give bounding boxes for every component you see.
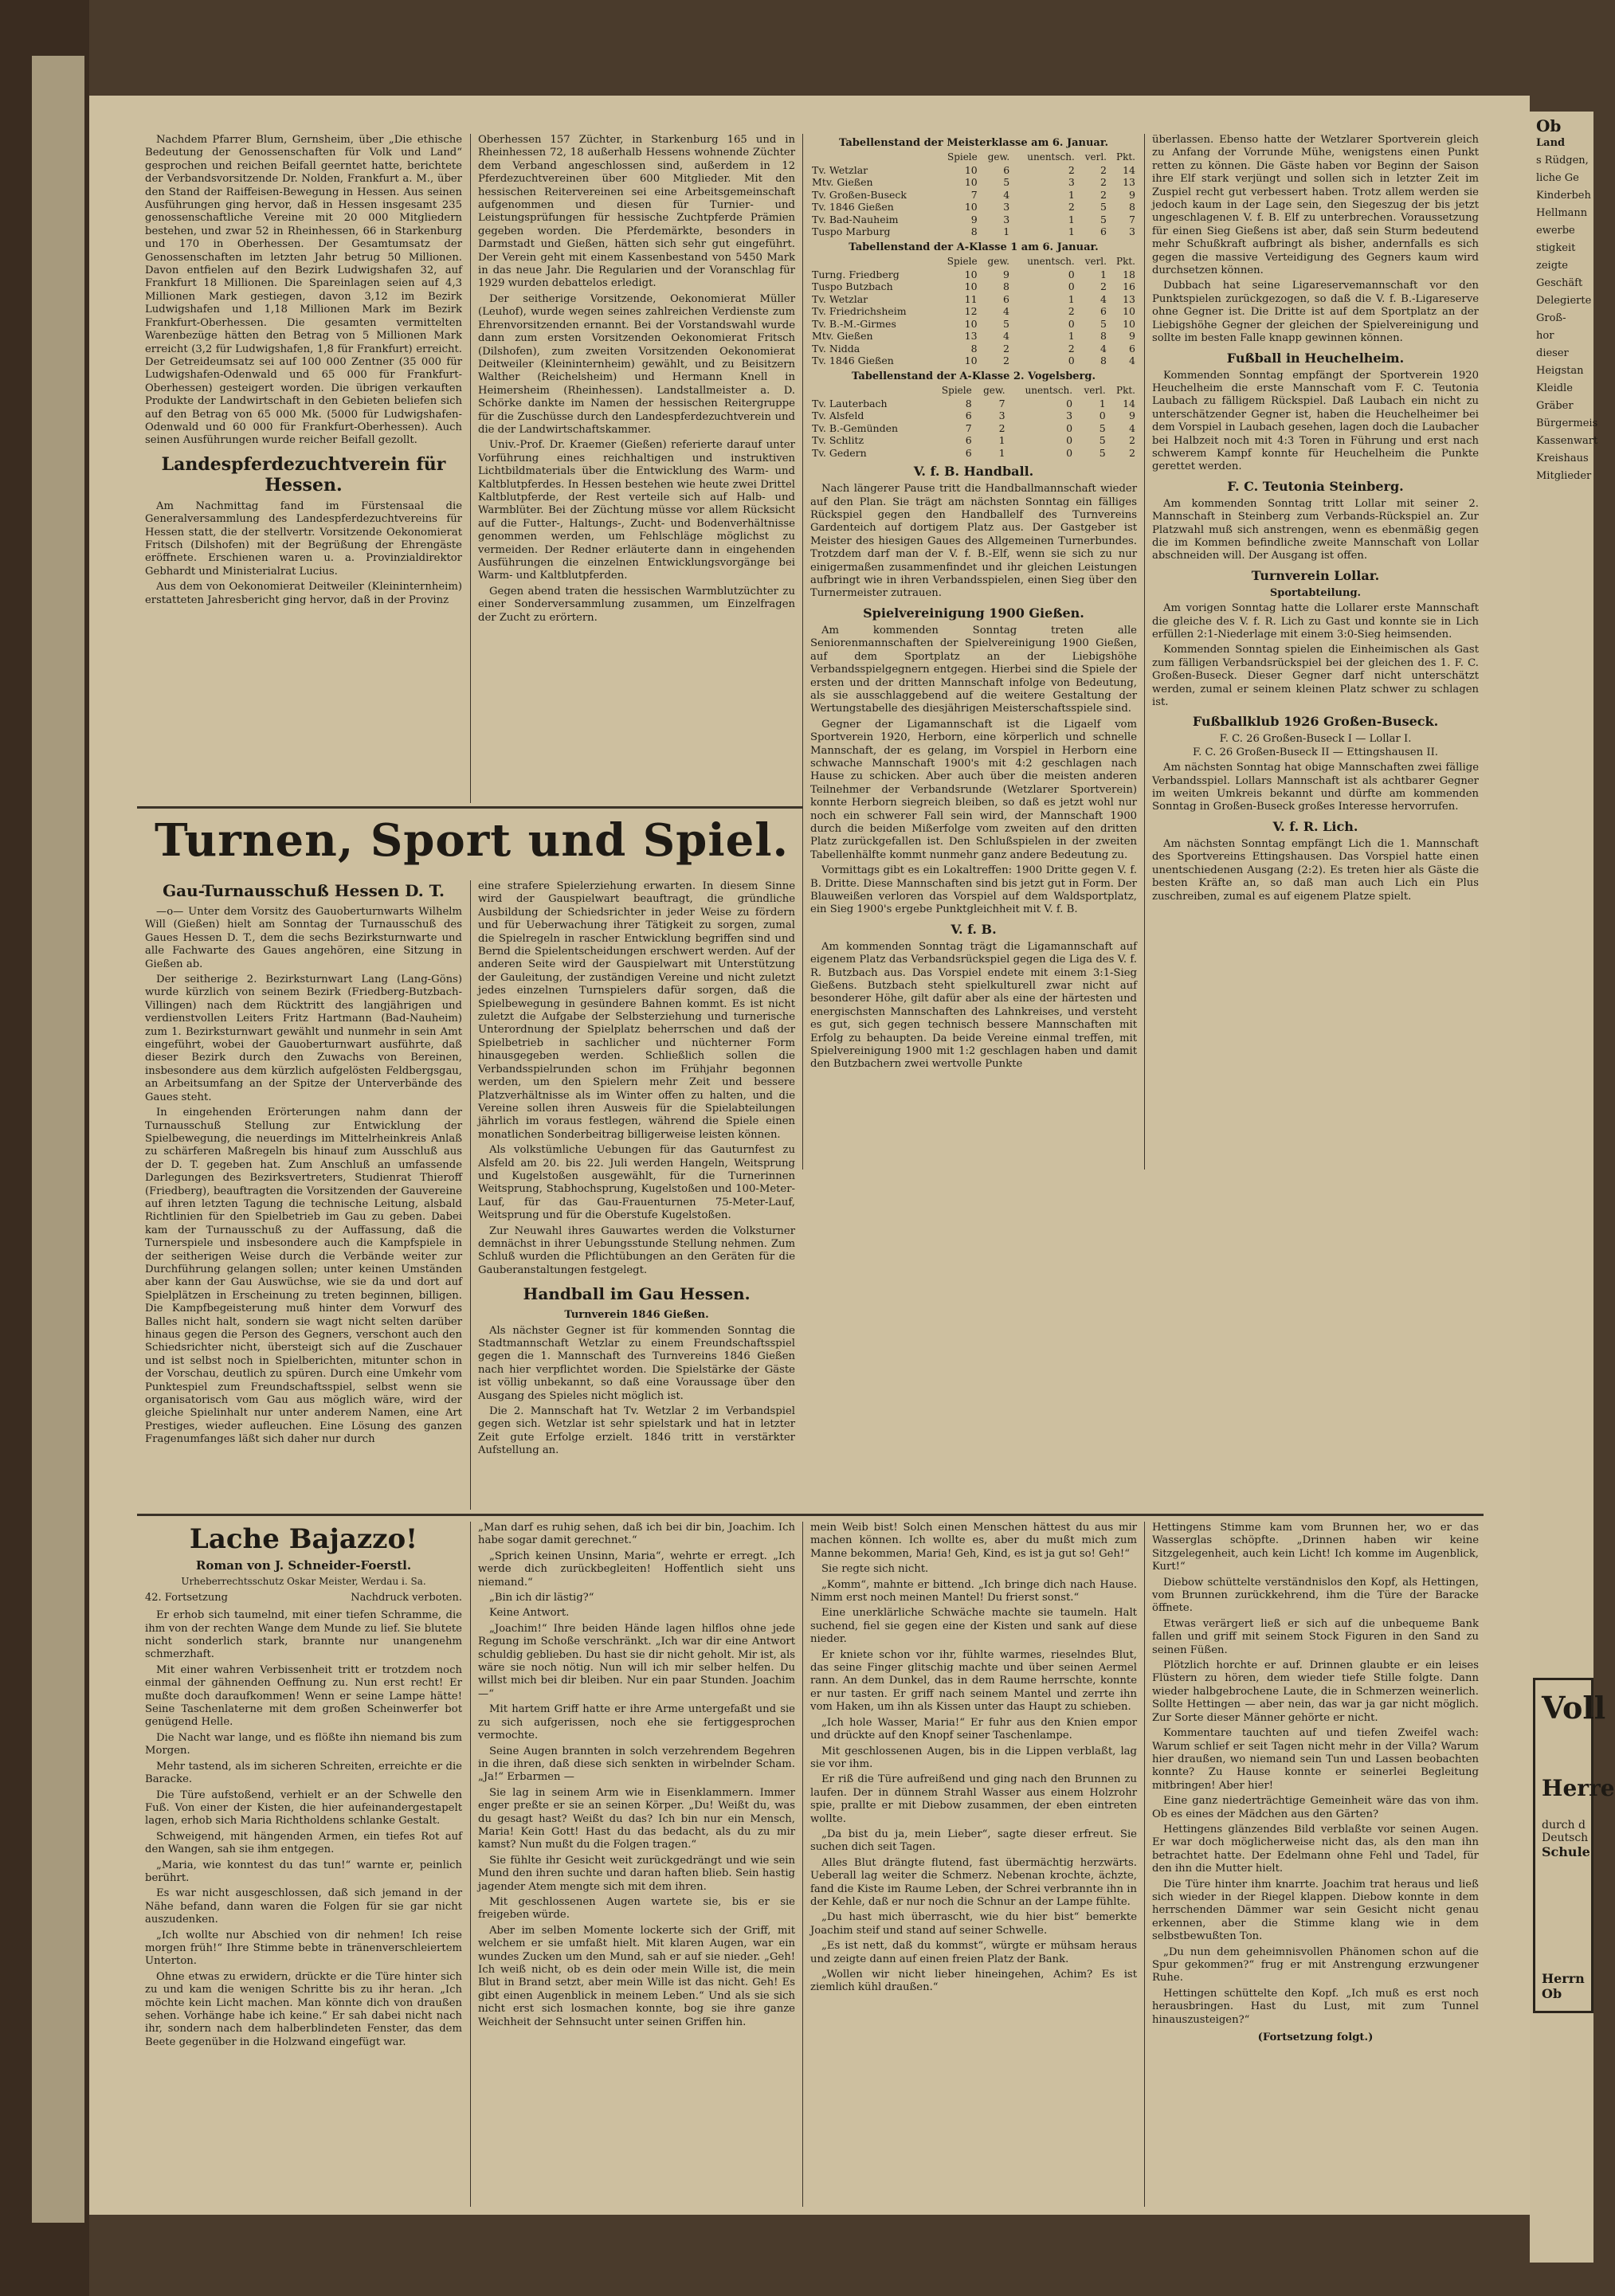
serial-author: Roman von J. Schneider-Foerstl. — [195, 1558, 412, 1573]
text-paragraph: Eine ganz niederträchtige Gemeinheit wäre das von ihm. Ob es eines der Mädchen aus den Gärten? — [1152, 1795, 1479, 1820]
table-row: Tv. Alsfeld 6 3 3 0 9 — [812, 409, 1135, 422]
serial-column-4 — [1152, 1522, 1479, 2207]
standings-table-a-klasse-1 — [810, 256, 1137, 367]
column-divider — [802, 1522, 803, 2207]
edge-text: Heigstan — [1536, 365, 1584, 377]
text-paragraph: Kommenden Sonntag empfängt der Sportverein 1920 Heuchelheim die erste Mannschaft vom F. C. Teutonia Laubach zu fälligem Rückspiel. Daß Laubach ein nicht zu unterschätzender Gegner ist, haben die Heuchelheimer bei dem Vorspiel in Laubach gesehen, lagen doch die Laubacher bei Halbzeit noch mit 4:3 Toren in Führung und erst nach schwerem Kampf konnte für Heuchelheim die Punkte gerettet werden. — [1152, 369, 1479, 473]
sport-column-2 — [478, 880, 795, 1510]
sport-banner: Turnen, Sport und Spiel. — [155, 814, 789, 867]
column-divider — [1144, 1522, 1145, 2207]
serial-column-2 — [478, 1522, 795, 2207]
heading-fussballklub-grossen-buseck: Fußballklub 1926 Großen-Buseck. — [1192, 714, 1439, 730]
column-divider — [802, 134, 803, 1170]
text-paragraph: mein Weib bist! Solch einen Menschen hättest du aus mir machen können. Ich wollte es, aber du mußt mich zum Manne bekommen, Maria! Geh, Kind, es ist ja gut so! Geh!“ — [810, 1522, 1137, 1560]
text-paragraph: „Sprich keinen Unsinn, Maria“, wehrte er erregt. „Ich werde dich zurückbegleiten! Hoffentlich sieht uns niemand.“ — [478, 1550, 795, 1589]
heading-turnverein-lollar: Turnverein Lollar. — [1251, 567, 1380, 583]
edge-text: Kleidle — [1536, 382, 1573, 394]
text-paragraph: Der seitherige Vorsitzende, Oekonomierat Müller (Leuhof), wurde wegen seines zahlreichen Verdienste zum Ehrenvorsitzenden ernannt. Bei der Vorstandswahl wurde dann zum ersten Vorsitzenden Oekonomierat Fritsch (Dilshofen), zum zweiten Vorsitzenden Oekonomierat Deitweiler (Kleininternheim) gewählt, und zu Beisitzern Walther (Reichelsheim) und Hermann Knell in Heimersheim (Rheinhessen). Landstallmeister a. D. Schörke dankte im Namen der hessischen Reitergruppe für die Zuschüsse durch den Landespferdezuchtverein und die der Landwirtschaftskammer. — [478, 292, 795, 436]
serial-column-3 — [810, 1522, 1137, 2207]
text-paragraph: Die Nacht war lange, und es flößte ihn niemand bis zum Morgen. — [145, 1731, 462, 1757]
table-row: Tv. Bad-Nauheim 9 3 1 5 7 — [812, 213, 1135, 225]
table-row: Tv. B.-Gemünden 7 2 0 5 4 — [812, 421, 1135, 434]
text-paragraph: Als nächster Gegner ist für kommenden Sonntag die Stadtmannschaft Wetzlar zu einem Freundschaftsspiel gegen die 1. Mannschaft des Turnvereins 1846 Gießen nach hier verpflichtet worden. Die Spielstärke der Gäste ist völlig unbekannt, so daß eine Voraussage über den Ausgang des Spieles nicht möglich ist. — [478, 1324, 795, 1402]
table-row: Mtv. Gießen 10 5 3 2 13 — [812, 176, 1135, 189]
text-paragraph: —o— Unter dem Vorsitz des Gauoberturnwarts Wilhelm Will (Gießen) hielt am Sonntag der Turnausschuß des Gaues Hessen D. T., dem die sechs Bezirksturnwarte und alle Fachwarte des Gaues angehören, eine Sitzung in Gießen ab. — [145, 906, 462, 970]
subheading-turnverein-1846: Turnverein 1846 Gießen. — [564, 1309, 709, 1322]
text-paragraph: Mit hartem Griff hatte er ihre Arme untergefaßt und sie zu sich aufgerissen, noch ehe sie fertiggesprochen vermochte. — [478, 1703, 795, 1742]
text-paragraph: Am kommenden Sonntag treten alle Seniorenmannschaften der Spielvereinigung 1900 Gießen, auf dem Sportplatz an der Liebigshöhe Verbandsspielgegnern entgegen. Hierbei sind die Spiele der ersten und der dritten Mannschaft infolge von Bedeutung, als sie ausschlaggebend auf die weitere Gestaltung der Wertungstabelle des diesjährigen Meisterschaftsspiele sind. — [810, 624, 1137, 715]
table-title: Tabellenstand der A-Klasse 2. Vogelsberg. — [851, 370, 1096, 382]
text-paragraph: Am nächsten Sonntag empfängt Lich die 1. Mannschaft des Sportvereins Ettingshausen. Das Vorspiel hatte einen unentschiedenen Ausgang (2:2). Es treten hier als Gäste die besten Kräfte an, so daß man auch Lich ein Plus zuschreiben, zumal es auf eigenem Platze spielt. — [1152, 837, 1479, 903]
upper-column-1 — [145, 134, 462, 803]
edge-text: stigkeit — [1536, 242, 1576, 254]
text-paragraph: „Joachim!“ Ihre beiden Hände lagen hilflos ohne jede Regung im Schoße verschränkt. „Ich war dir eine Antwort schuldig geblieben. Du hast sie dir nicht geholt. Mir ist, als wäre sie noch nötig. Nun will ich mir selber helfen. Du willst mich bei dir bleiben. Nur ein paar Stunden. Joachim —“ — [478, 1622, 795, 1700]
text-paragraph: Hettingen schüttelte den Kopf. „Ich muß es erst noch herausbringen. Hast du Lust, mit zum Tunnel hinauszusteigen?“ — [1152, 1987, 1479, 2026]
text-paragraph: Diebow schüttelte verständnislos den Kopf, als Hettingen, vom Brunnen zurückkehrend, ihm die Türe der Baracke öffnete. — [1152, 1576, 1479, 1615]
text-paragraph: „Du hast mich überrascht, wie du hier bist“ bemerkte Joachim steif und stand auf seiner Schwelle. — [810, 1911, 1137, 1937]
heading-landespferdezuchtverein: Landespferdezuchtverein für Hessen. — [161, 453, 446, 496]
text-paragraph: Nach längerer Pause tritt die Handballmannschaft wieder auf den Plan. Sie trägt am nächsten Sonntag ein fälliges Rückspiel gegen den Handballelf des Turnvereins Gardenteich auf dortigem Platz aus. Der Gastgeber ist Meister des hiesigen Gaues des Allgemeinen Turnerbundes. Trotzdem darf man der V. f. B.-Elf, wenn sie sich zu nur einigermaßen zusammenfindet und ihr gleichen Leistungen aufbringt wie in ihren Verbandsspielen, einen Sieg über den Turnermeister zutrauen. — [810, 483, 1137, 600]
text-paragraph: Die Türe aufstoßend, verhielt er an der Schwelle den Fuß. Von einer der Kisten, die hier aufeinandergestapelt lagen, erhob sich Maria Richtholdens schlanke Gestalt. — [145, 1789, 462, 1828]
serial-meta — [145, 1592, 462, 1604]
text-paragraph: Er riß die Türe aufreißend und ging nach den Brunnen zu laufen. Der in dünnem Strahl Wasser aus einem Holzrohr spie, prallte er mit Diebow zusammen, der eben eintreten wollte. — [810, 1773, 1137, 1825]
text-paragraph: Am nächsten Sonntag hat obige Mannschaften zwei fällige Verbandsspiel. Lollars Mannschaft ist als achtbarer Gegner im weiten Umkreis bekannt und dürfte am kommenden Sonntag in Großen-Buseck großes Interesse hervorrufen. — [1152, 762, 1479, 813]
text-paragraph: Schweigend, mit hängenden Armen, ein tiefes Rot auf den Wangen, sah sie ihm entgegen. — [145, 1830, 462, 1856]
table-row: Tv. 1846 Gießen 10 3 2 5 8 — [812, 201, 1135, 214]
edge-text: ewerbe — [1536, 225, 1575, 237]
text-paragraph: Sie fühlte ihr Gesicht weit zurückgedrängt und wie sein Mund den ihren suchte und daran haften blieb. Sein hastig jagender Atem mengte sich mit dem ihren. — [478, 1854, 795, 1893]
table-row: Tuspo Marburg 8 1 1 6 3 — [812, 225, 1135, 238]
table-header-row: Spiele gew. unentsch. verl. Pkt. — [941, 385, 1135, 397]
text-paragraph: Eine unerklärliche Schwäche machte sie taumeln. Halt suchend, fiel sie gegen eine der Kisten und sank auf diese nieder. — [810, 1607, 1137, 1646]
table-row: Tuspo Butzbach 10 8 0 2 16 — [812, 280, 1135, 293]
binding-strip — [32, 56, 84, 2223]
text-paragraph: Mit geschlossenen Augen, bis in die Lippen verblaßt, lag sie vor ihm. — [810, 1745, 1137, 1770]
text-paragraph: „Es ist nett, daß du kommst“, würgte er mühsam heraus und zeigte dann auf einen freien Platz der Bank. — [810, 1940, 1137, 1965]
section-rule — [137, 806, 802, 809]
serial-reprint-note: Nachdruck verboten. — [351, 1591, 462, 1604]
edge-text: hor — [1536, 330, 1554, 342]
heading-teutonia-steinberg: F. C. Teutonia Steinberg. — [1227, 478, 1404, 494]
table-row: Tv. Friedrichsheim 12 4 2 6 10 — [812, 305, 1135, 318]
text-paragraph: Es war nicht ausgeschlossen, daß sich jemand in der Nähe befand, dann waren die Folgen für sie gar nicht auszudenken. — [145, 1887, 462, 1926]
ad-text: Herrn Ob — [1542, 1971, 1585, 2001]
edge-text: Groß- — [1536, 312, 1566, 324]
edge-text: Kreishaus — [1536, 453, 1589, 464]
heading-vfr-lich: V. f. R. Lich. — [1272, 818, 1358, 834]
edge-advertisement — [1533, 1678, 1615, 2013]
text-paragraph: Mit einer wahren Verbissenheit tritt er trotzdem noch einmal der gähnenden Oeffnung zu. Nun erst recht! Er mußte doch daraufkommen! Wenn er seine Lampe hätte! Seine Taschenlaterne mit dem großen Scheinwerfer bot genügend Helle. — [145, 1663, 462, 1729]
text-paragraph: Am kommenden Sonntag tritt Lollar mit seiner 2. Mannschaft in Steinberg zum Verbands-Rückspiel an. Zur Platzwahl muß sich anstrengen, wenn es ebenmäßig gegen die im Kommen befindliche zweite Mannschaft von Lollar abschneiden will. Der Ausgang ist offen. — [1152, 497, 1479, 562]
text-paragraph: Zur Neuwahl ihres Gauwartes werden die Volksturner demnächst in ihrer Uebungsstunde Stellung nehmen. Zum Schluß wurden die Pflichtübungen an den Geräten für die Gauberanstaltungen festgelegt. — [478, 1224, 795, 1276]
text-paragraph: Kommenden Sonntag spielen die Einheimischen als Gast zum fälligen Verbandsrückspiel bei der gleichen des 1. F. C. Großen-Buseck. Dieser Gegner darf nicht unterschätzt werden, zumal er seinem kleinen Platz schwer zu schlagen ist. — [1152, 644, 1479, 709]
text-paragraph: Vormittags gibt es ein Lokaltreffen: 1900 Dritte gegen V. f. B. Dritte. Diese Mannschaften sind bis jetzt gut in Form. Der Blauweißen verloren das Vorspiel auf dem Waldsportplatz, ein Sieg 1900's ergebe Punktgleichheit mit V. f. B. — [810, 864, 1137, 916]
heading-gau-turnausschuss: Gau-Turnausschuß Hessen D. T. — [163, 881, 445, 900]
heading-heuchelheim: Fußball in Heuchelheim. — [1226, 350, 1405, 366]
column-divider — [470, 134, 471, 803]
edge-text: dieser — [1536, 347, 1569, 359]
text-paragraph: Er erhob sich taumelnd, mit einer tiefen Schramme, die ihm von der rechten Wange dem Munde zu lief. Sie blutete nicht sonderlich stark, brannte nur unangenehm schmerzhaft. — [145, 1609, 462, 1661]
ad-text: Herre — [1542, 1775, 1615, 1801]
text-paragraph: „Wollen wir nicht lieber hineingehen, Achim? Es ist ziemlich kühl draußen.“ — [810, 1969, 1137, 1994]
sport-column-1 — [145, 880, 462, 1510]
upper-column-3 — [810, 134, 1137, 1170]
serial-column-1 — [145, 1522, 462, 2207]
table-row: Tv. Wetzlar 11 6 1 4 13 — [812, 292, 1135, 305]
text-paragraph: überlassen. Ebenso hatte der Wetzlarer Sportverein gleich zu Anfang der Vorrunde Mühe, wenigstens einen Punkt retten zu können. Die Gäste haben vor Beginn der Saison ihre Elf stark verjüngt und sollen sich in letzter Zeit im Zuspiel recht gut verbessert haben. Trotz allem werden sie jedoch kaum in der Lage sein, den Siegeszug der bis jetzt ungeschlagenen V. f. B. Elf zu unterbrechen. Voraussetzung für einen Sieg Gießens ist aber, daß sein Sturm bedeutend mehr Schußkraft aufbringt als bisher, andernfalls es sich gegen die massive Verteidigung des Gegners kaum wird durchsetzen können. — [1152, 134, 1479, 277]
left-dark-margin — [0, 0, 89, 2296]
table-row: Tv. Nidda 8 2 2 4 6 — [812, 342, 1135, 355]
edge-text: zeigte — [1536, 260, 1568, 272]
edge-text: Delegierte — [1536, 295, 1592, 307]
serial-installment: 42. Fortsetzung — [145, 1591, 228, 1604]
table-row: Tv. B.-M.-Girmes 10 5 0 5 10 — [812, 317, 1135, 330]
text-paragraph: Als volkstümliche Uebungen für das Gauturnfest zu Alsfeld am 20. bis 22. Juli werden Hangeln, Weitsprung und Kugelstoßen ausgewählt, für die Turnerinnen Weitsprung, Stabhochsprung, Kugelstoßen und 100-Meter-Lauf, für das Gau-Frauenturnen 75-Meter-Lauf, Weitsprung und für die Oberstufe Kugelstoßen. — [478, 1144, 795, 1222]
text-paragraph: eine strafere Spielerziehung erwarten. In diesem Sinne wird der Gauspielwart beauftragt, die gründliche Ausbildung der Schiedsrichter in jeder Weise zu fördern und für Ueberwachung ihrer Tätigkeit zu sorgen, zumal die Spielregeln in rascher Entwicklung begriffen sind und Bernd die Spielentscheidungen erschwert werden. Auf der anderen Seite wird der Gauspielwart mit Unterstützung der Gauleitung, der zuständigen Vereine und nicht zuletzt jedes einzelnen Turnspielers dafür sorgen, daß die Spielbewegung in gesündere Bahnen kommt. Es ist nicht zuletzt die Aufgabe der Selbsterziehung und turnerische Unterordnung der Spielplatz beherrschen und daß der Spielbetrieb in sachlicher und nüchterner Form hinausgegeben werden. Schließlich sollen die Verbandsspielrunden schon im Frühjahr begonnen werden, um den Spielern mehr Zeit und bessere Platzverhältnisse als im Winter offen zu halten, und die Vereine sollen ihren Ausweis für die Spielabteilungen jährlich im voraus festlegen, während die Spiele einen monatlichen Sonderbeitrag billigerweise leisten können. — [478, 880, 795, 1141]
text-paragraph: In eingehenden Erörterungen nahm dann der Turnausschuß Stellung zur Entwicklung der Spielbewegung, die neuerdings im Mittelrheinkreis Anlaß zu schärferen Maßregeln bis hinauf zum Ausschluß aus der D. T. gegeben hat. Zum Anschluß an umfassende Darlegungen des Bezirksvertreters, Studienrat Thieroff (Friedberg), beauftragten die Vorsitzenden der Gauvereine auf ihren letzten Tagung die technische Leitung, alsbald Richtlinien für den Spielbetrieb im Gau zu geben. Dabei kam der Turnausschuß zu der Auffassung, daß die Turnerspiele und insbesondere auch die Kampfspiele in der seitherigen Weise durch die Verbände weiter zur Durchführung gelangen sollen; unter keinen Umständen aber kann der Gau Auswüchse, wie sie da und dort auf Spielplätzen in Erscheinung zu treten beginnen, billigen. Die Kampfbegeisterung muß hinter dem Vorwurf des Balles nicht halt, sondern sie wagt nicht selten darüber hinaus gegen die Person des Gegners, verschont auch den Schiedsrichter nicht, übersteigt sich auf die Zuschauer und ist selbst noch in Spielberichten, mitunter schon in der Vorschau, deutlich zu spüren. Durch eine Umkehr vom Punktespiel zum Freundschaftsspiel, selbst wenn sie organisatorisch vom Gau aus möglich wäre, wird der gleiche Spielinhalt nur unter anderem Namen, eine Art Prestiges, wieder aufleuchen. Eine Lösung des ganzen Fragenumfanges läßt sich daher nur durch — [145, 1107, 462, 1446]
text-paragraph: Mehr tastend, als im sicheren Schreiten, erreichte er die Baracke. — [145, 1760, 462, 1786]
table-header-row: Spiele gew. unentsch. verl. Pkt. — [947, 256, 1135, 268]
text-paragraph: Er kniete schon vor ihr, fühlte warmes, rieselndes Blut, das seine Finger glitschig machte und über seinen Aermel rann. An dem Dunkel, das in dem Raume herrschte, konnte er nur tasten. Er griff nach seinem Mantel und zerrte ihn vom Haken, um ihn als Kissen unter das Haupt zu schieben. — [810, 1648, 1137, 1714]
ad-text: Schule — [1542, 1844, 1590, 1859]
edge-text: Gräber — [1536, 400, 1574, 412]
table-row: Turng. Friedberg 10 9 0 1 18 — [812, 268, 1135, 280]
text-paragraph: „Da bist du ja, mein Lieber“, sagte dieser erfreut. Sie suchen dich seit Tagen. — [810, 1828, 1137, 1854]
text-paragraph: Aber im selben Momente lockerte sich der Griff, mit welchem er sie umfaßt hielt. Mit klaren Augen, war ein wundes Zucken um den Mund, sah er auf sie nieder. „Geh! Ich weiß nicht, ob es dein oder mein Wille ist, die mein Blut in Brand setzt, aber mein Wille ist das nicht. Geh! Es gibt einen Augenblick in meinem Leben.“ Und als sie sich nicht erst sich losmachen konnte, bog sie ihre ganze Weichheit der Sehnsucht unter seinen Griffen hin. — [478, 1924, 795, 2028]
text-paragraph: „Man darf es ruhig sehen, daß ich bei dir bin, Joachim. Ich habe sogar damit gerechnet.“ — [478, 1522, 795, 1547]
text-paragraph: „Ich hole Wasser, Maria!“ Er fuhr aus den Knien empor und drückte auf den Knopf seiner Taschenlampe. — [810, 1716, 1137, 1742]
text-paragraph: „Komm“, mahnte er bittend. „Ich bringe dich nach Hause. Nimm erst noch meinen Mantel! Du frierst sonst.“ — [810, 1578, 1137, 1604]
newspaper-page — [89, 96, 1530, 2215]
text-paragraph: Die 2. Mannschaft hat Tv. Wetzlar 2 im Verbandspiel gegen sich. Wetzlar ist sehr spielstark und hat in letzter Zeit gute Erfolge erzielt. 1846 tritt in verstärkter Aufstellung an. — [478, 1405, 795, 1457]
column-divider — [1144, 134, 1145, 1170]
text-paragraph: Oberhessen 157 Züchter, in Starkenburg 165 und in Rheinhessen 72, 18 außerhalb Hessens wohnende Züchter dem Verband angeschlossen sind, außerdem in 12 Pferdezuchtvereinen über 600 Mitglieder. Mit den hessischen Reitervereinen sei eine Arbeitsgemeinschaft aufgenommen und diesen für Turnier- und Leistungsprüfungen für hessische Zuchtpferde Prämien gegeben worden. Die Pferdemärkte, besonders in Darmstadt und Gießen, hätten sich sehr gut eingeführt. Der Verein geht mit einem Kassenbestand von 5450 Mark in das neue Jahr. Die Regularien und der Voranschlag für 1929 wurden debattelos erledigt. — [478, 134, 795, 290]
table-header-row: Spiele gew. unentsch. verl. Pkt. — [947, 151, 1135, 163]
table-title: Tabellenstand der Meisterklasse am 6. Januar. — [838, 137, 1109, 149]
subheading-sportabteilung: Sportabteilung. — [1269, 586, 1362, 599]
ad-text: Deutsch — [1542, 1832, 1589, 1844]
column-divider — [470, 880, 471, 1510]
text-paragraph: Plötzlich horchte er auf. Drinnen glaubte er ein leises Flüstern zu hören, dem wieder tiefe Stille folgte. Dann wieder halbgebrochene Laute, die in Schmerzen weinerlich. Sollte Hettingen — aber nein, das war ja gar nicht möglich. Zur Sorte dieser Männer gehörte er nicht. — [1152, 1659, 1479, 1724]
text-paragraph: Sie lag in seinem Arm wie in Eisenklammern. Immer enger preßte er sie an seinen Körper. „Du! Weißt du, was du gesagt hast? Weißt du das? Ich bin nur ein Mensch, Maria! Kein Gott! Hast du das bedacht, als du zu mir kamst? Nun mußt du die Folgen tragen.“ — [478, 1786, 795, 1851]
edge-text: Land — [1536, 137, 1566, 149]
heading-handball-im-gau: Handball im Gau Hessen. — [523, 1284, 751, 1304]
ad-text: durch d — [1542, 1819, 1586, 1832]
table-row: Tv. Großen-Buseck 7 4 1 2 9 — [812, 188, 1135, 201]
upper-column-4 — [1152, 134, 1479, 1170]
text-paragraph: „Du nun dem geheimnisvollen Phänomen schon auf die Spur gekommen?“ frug er mit Anstrengung erzwungener Ruhe. — [1152, 1945, 1479, 1985]
text-paragraph: Hettingens Stimme kam vom Brunnen her, wo er das Wasserglas schöpfte. „Drinnen haben wir keine Sitzgelegenheit, auch kein Licht! Ich komme im Augenblick, Kurt!“ — [1152, 1522, 1479, 1573]
table-row: Tv. Lauterbach 8 7 0 1 14 — [812, 397, 1135, 409]
text-paragraph: Gegen abend traten die hessischen Warmblutzüchter zu einer Sonderversammlung zusammen, um Einzelfragen der Zucht zu erörtern. — [478, 585, 795, 624]
serial-copyright: Urheberrechtsschutz Oskar Meister, Werdau i. Sa. — [181, 1576, 426, 1588]
text-paragraph: Die Türe hinter ihm knarrte. Joachim trat heraus und ließ sich wieder in der Riegel klappen. Diebow konnte in dem herrschenden Dämmer war sein Gesicht nicht genau erkennen, aber die Stimme klang wie in dem selbstbewußten Ton. — [1152, 1878, 1479, 1943]
text-paragraph: Aus dem von Oekonomierat Deitweiler (Kleininternheim) erstatteten Jahresbericht ging hervor, daß in der Provinz — [145, 581, 462, 606]
table-row: Mtv. Gießen 13 4 1 8 9 — [812, 330, 1135, 343]
column-divider — [470, 1522, 471, 2207]
text-paragraph: Gegner der Ligamannschaft ist die Ligaelf vom Sportverein 1920, Herborn, eine körperlich und schnelle Mannschaft, der es gelang, im Vorspiel in Herborn eine schwache Mannschaft 1900's mit 4:2 geschlagen nach Hause zu schicken. Aber auch über die meisten anderen Teilnehmer der Verbandsrunde (Wetzlarer Sportverein) konnte Herborn siegreich bleiben, so daß es jetzt wohl nur noch ein schwerer Fall sein wird, der Mannschaft 1900 durch die beiden Mißerfolge vom zweiten auf den dritten Platz zurückgefallen ist. Den Schlußspielen in der zweiten Tabellenhälfte kommt nunmehr ganz andere Bedeutung zu. — [810, 718, 1137, 861]
serial-continued: (Fortsetzung folgt.) — [1257, 2032, 1374, 2044]
text-paragraph: Hettingens glänzendes Bild verblaßte vor seinen Augen. Er war doch möglicherweise nicht das, als den man ihn betrachtet hatte. Der Edelmann ohne Fehl und Tadel, für den ihn die Mutter hielt. — [1152, 1823, 1479, 1875]
edge-text: Mitglieder — [1536, 470, 1592, 482]
text-paragraph: Kommentare tauchten auf und tiefen Zweifel wach: Warum schlief er seit Tagen nicht mehr in der Villa? Warum hier draußen, wo niemand sein Tun und Lassen beobachten konnte? Zu Hause konnte er seinerlei Begleitung mitbringen! Aber hier! — [1152, 1727, 1479, 1792]
heading-spielvereinigung: Spielvereinigung 1900 Gießen. — [863, 605, 1084, 621]
text-paragraph: Am kommenden Sonntag trägt die Ligamannschaft auf eigenem Platz das Verbandsrückspiel gegen die Liga des V. f. R. Butzbach aus. Das Vorspiel endete mit einem 3:1-Sieg Gießens. Butzbach steht spielkulturell zwar nicht auf besonderer Höhe, gilt dafür aber als eine der härtesten und energischsten Mannschaften des Lahnkreises, und versteht es gut, sich gegen technisch bessere Mannschaften mit Erfolg zu behaupten. Da beide Vereine einmal treffen, mit Spielvereinigung 1900 mit 1:2 geschlagen haben und damit den Butzbachern zwei wertvolle Punkte — [810, 940, 1137, 1071]
heading-vfb-handball: V. f. B. Handball. — [913, 464, 1034, 480]
table-row: Tv. 1846 Gießen 10 2 0 8 4 — [812, 355, 1135, 367]
table-row: Tv. Wetzlar 10 6 2 2 14 — [812, 163, 1135, 176]
ad-text: Voll — [1542, 1690, 1606, 1726]
standings-table-meisterklasse — [810, 151, 1137, 238]
text-paragraph: Ohne etwas zu erwidern, drückte er die Türe hinter sich zu und kam die wenigen Schritte bis zu ihr heran. „Ich möchte kein Licht machen. Man könnte dich von draußen sehen. Vorhänge habe ich keine.“ Er sah dabei nicht nach ihr, sondern nach dem halberblindeten Fenster, das dem Beete gegenüber in die Holzwand eingefügt war. — [145, 1970, 462, 2048]
edge-text: Hellmann — [1536, 207, 1588, 219]
text-paragraph: Mit geschlossenen Augen wartete sie, bis er sie freigeben würde. — [478, 1895, 795, 1922]
serial-title: Lache Bajazzo! — [189, 1523, 418, 1555]
text-paragraph: Univ.-Prof. Dr. Kraemer (Gießen) referierte darauf unter Vorführung eines reichhaltigen und instruktiven Lichtbildmaterials über die Entwicklung des Warm- und Kaltblutpferdes. In Hessen bestehen wie heute zwei Drittel Kaltblutpferde, der Rest verteile sich auf Halb- und Warmblüter. Bei der Züchtung müsse vor allem Rücksicht auf die Futter-, Haltungs-, Zucht- und Bodenverhältnisse genommen werden, um Fehlschläge möglichst zu vermeiden. Der Redner erläuterte dann in eingehenden Ausführungen die einzelnen Entwicklungsvorgänge bei Warm- und Kaltblutpferden. — [478, 439, 795, 582]
edge-text: s Rüdgen, — [1536, 155, 1589, 167]
text-paragraph: Alles Blut drängte flutend, fast übermächtig herzwärts. Ueberall lag weiter die Schmerz. Nebenan krochte, ächzte, fand die Kiste im Raume Leben, der Schrei verbrannte ihn in der Kehle, daß er nur noch die Schnur an der Lampe fühlte. — [810, 1856, 1137, 1908]
text-paragraph: Am Nachmittag fand im Fürstensaal die Generalversammlung des Landespferdezuchtvereins für Hessen statt, die der stellvertr. Vorsitzende Oekonomierat Fritsch (Dilshofen) mit der Begrüßung der Ehrengäste eröffnete. Erschienen waren u. a. Provinzialdirektor Gebhardt und Ministerialrat Lucius. — [145, 500, 462, 578]
table-title: Tabellenstand der A-Klasse 1 am 6. Januar. — [849, 241, 1099, 253]
section-rule — [137, 1514, 1484, 1516]
edge-text: Kassenwart — [1536, 435, 1598, 447]
upper-column-2 — [478, 134, 795, 803]
edge-text: Bürgermeis — [1536, 417, 1598, 429]
text-paragraph: „Bin ich dir lästig?“ — [489, 1592, 594, 1604]
adjacent-page-edge — [1530, 112, 1615, 2263]
text-paragraph: Sie regte sich nicht. — [821, 1563, 929, 1576]
match-listing: F. C. 26 Großen-Buseck I — Lollar I. F. C. 26 Großen-Buseck II — Ettingshausen II. — [1193, 733, 1438, 758]
edge-text: liche Ge — [1536, 172, 1579, 184]
text-paragraph: Keine Antwort. — [489, 1607, 570, 1620]
table-row: Tv. Schlitz 6 1 0 5 2 — [812, 434, 1135, 447]
text-paragraph: Nachdem Pfarrer Blum, Gernsheim, über „Die ethische Bedeutung der Genossenschaften für Volk und Land“ gesprochen und reichen Beifall geerntet hatte, berichtete der Verbandsvorsitzende Dr. Nolden, Frankfurt a. M., über den Stand der Raiffeisen-Bewegung in Hessen. Aus seinen Ausführungen ging hervor, daß in Hessen insgesamt 235 genossenschaftliche Vereine mit 20 000 Mitgliedern bestehen, und zwar 52 in Rheinhessen, 66 in Starkenburg und 170 in Oberhessen. Der Gesamtumsatz der Genossenschaften im letzten Jahr betrug 50 Millionen. Davon entfielen auf den Bezirk Ludwigshafen 32, auf Frankfurt 18 Millionen. Die Spareinlagen seien auf 4,3 Millionen Mark gestiegen, davon 3,12 im Bezirk Ludwigshafen und 1,18 Millionen Mark im Bezirk Frankfurt-Oberhessen. Die gesamten vermittelten Warenbezüge hätten den Betrag von 5 Millionen Mark erreicht (3,2 für Ludwigshafen, 1,8 für Frankfurt) erreicht. Der Getreideumsatz sei auf 100 000 Zentner (35 000 für Ludwigshafen-Odenwald und 65 000 für Frankfurt-Oberhessen) gesteigert worden. Die übrigen verkauften Produkte der Landwirtschaft in den Gebieten beliefen sich auf den Betrag von 65 000 Mk. (5000 für Ludwigshafen-Odenwald und 60 000 für Frankfurt-Oberhessen). Auch seinen Ausführungen wurde reicher Beifall gezollt. — [145, 134, 462, 447]
text-paragraph: Am vorigen Sonntag hatte die Lollarer erste Mannschaft die gleiche des V. f. R. Lich zu Gast und konnte sie in Lich erfüllen 2:1-Niederlage mit einem 3:0-Sieg heimsenden. — [1152, 602, 1479, 641]
text-paragraph: Etwas verärgert ließ er sich auf die unbequeme Bank fallen und griff mit seinem Stock Figuren in den Sand zu seinen Füßen. — [1152, 1617, 1479, 1656]
table-row: Tv. Gedern 6 1 0 5 2 — [812, 446, 1135, 459]
edge-text: Kinderbeh — [1536, 190, 1591, 202]
standings-table-a-klasse-2 — [810, 385, 1137, 459]
text-paragraph: Der seitherige 2. Bezirksturnwart Lang (Lang-Göns) wurde kürzlich von seinem Bezirk (Friedberg-Butzbach-Villingen) nach dem Rücktritt des langjährigen und verdienstvollen Leiters Fritz Hartmann (Bad-Nauheim) zum 1. Bezirksturnwart gewählt und nunmehr in sein Amt eingeführt, wobei der Gauoberturnwart ausführte, daß dieser Bezirk durch den Zuwachs von Bereinen, insbesondere aus dem kürzlich aufgelösten Feldbergsgau, an Arbeitsumfang an der Spitze der Unterverbände des Gaues steht. — [145, 974, 462, 1103]
text-paragraph: „Maria, wie konntest du das tun!“ warnte er, peinlich berührt. — [145, 1859, 462, 1884]
edge-text: Ob — [1536, 116, 1562, 135]
text-paragraph: Seine Augen brannten in solch verzehrendem Begehren in die ihren, daß diese sich senkten in wirbelnder Scham. „Ja!“ Erbarmen — — [478, 1745, 795, 1784]
edge-text: Geschäft — [1536, 277, 1583, 289]
text-paragraph: Dubbach hat seine Ligareservemannschaft vor den Punktspielen zurückgezogen, so daß die V. f. B.-Ligareserve ohne Gegner ist. Die Dritte ist auf dem Sportplatz an der Liebigshöhe Gegner der gleichen der Spielvereinigung und sollte im besten Falle knapp gewinnen können. — [1152, 280, 1479, 345]
heading-vfb: V. f. B. — [951, 921, 997, 937]
text-paragraph: „Ich wollte nur Abschied von dir nehmen! Ich reise morgen früh!“ Ihre Stimme bebte in tränenverschleiertem Unterton. — [145, 1929, 462, 1968]
